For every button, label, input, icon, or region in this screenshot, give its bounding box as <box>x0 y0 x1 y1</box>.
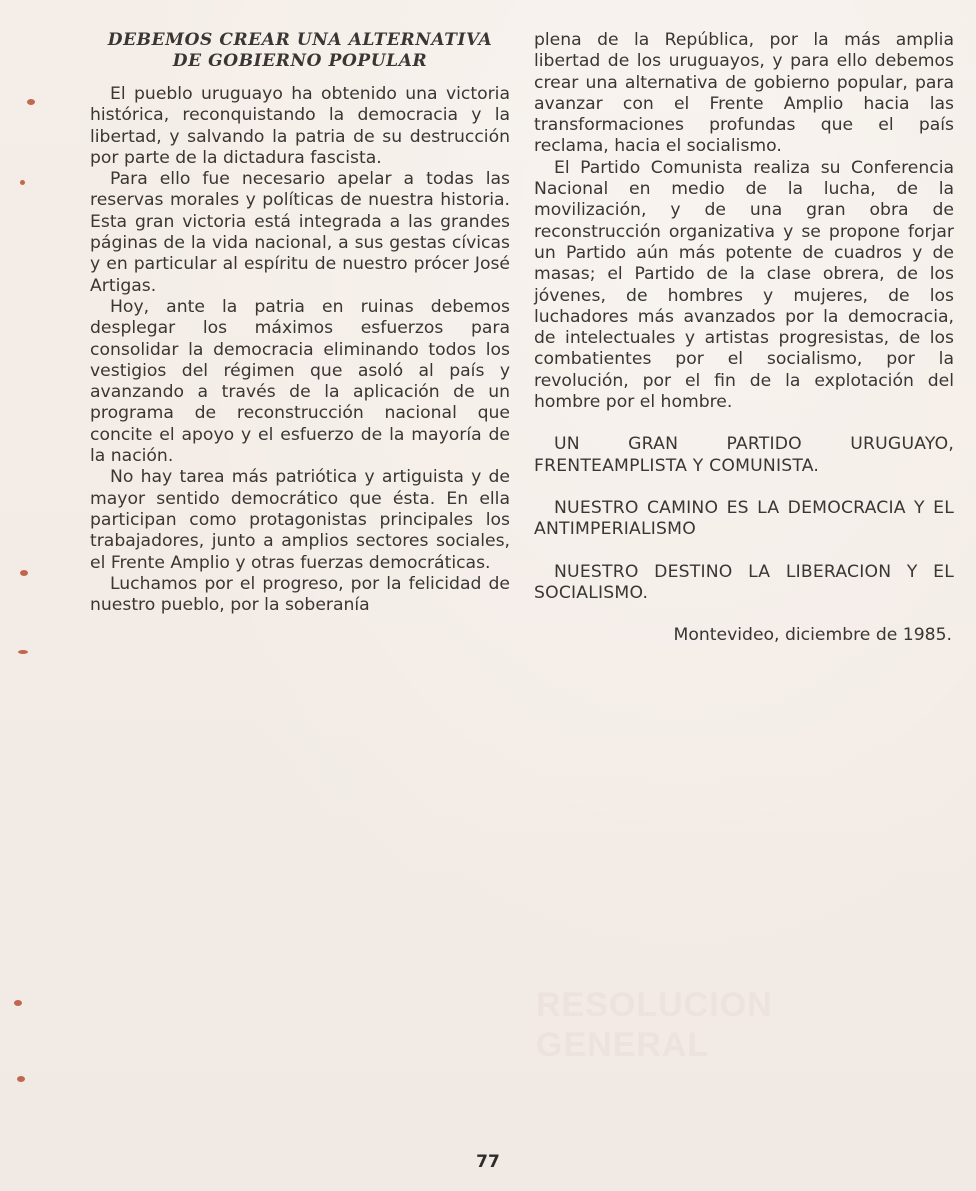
body-paragraph-continuation: plena de la República, por la más amplia libertad de los uruguayos, y para ello debemos crear una alternativa de gobierno popular, para avanzar con el Frente Amplio hacia las transformaciones profundas que el país reclama, hacia el socialismo. <box>534 30 954 157</box>
body-paragraph: No hay tarea más patriótica y artiguista y de mayor sentido democrático que ésta. En ella participan como protagonistas principales los trabajadores, junto a amplios sectores sociales, el Frente Amplio y otras fuerzas democráticas. <box>90 467 510 573</box>
slogan: NUESTRO CAMINO ES LA DEMOCRACIA Y EL ANTIMPERIALISMO <box>534 497 954 540</box>
bleed-through-title <box>536 985 773 1065</box>
slogan: NUESTRO DESTINO LA LIBERACION Y EL SOCIALISMO. <box>534 561 954 603</box>
binder-hole-mark <box>20 180 25 185</box>
heading-line: DEBEMOS CREAR UNA ALTERNATIVA <box>107 30 493 50</box>
signoff-place-date: Montevideo, diciembre de 1985. <box>673 625 952 646</box>
spacer <box>534 413 954 434</box>
body-paragraph: Para ello fue necesario apelar a todas las reservas morales y políticas de nuestra historia. Esta gran victoria está integrada a las grandes páginas de la vida nacional, a sus gestas cívicas y en particular al espíritu de nuestro prócer José Artigas. <box>90 169 510 296</box>
binder-hole-mark <box>14 1000 22 1006</box>
slogan: UN GRAN PARTIDO URUGUAYO, FRENTEAMPLISTA Y COMUNISTA. <box>534 434 954 476</box>
body-paragraph: Luchamos por el progreso, por la felicidad de nuestro pueblo, por la soberanía <box>90 573 510 616</box>
body-paragraph: Hoy, ante la patria en ruinas debemos desplegar los máximos esfuerzos para consolidar la democracia eliminando todos los vestigios del régimen que asoló al país y avanzando a través de la aplicación de un programa de reconstrucción nacional que concite el apoyo y el esfuerzo de la mayoría de la nación. <box>90 296 510 467</box>
binder-hole-mark <box>27 99 35 105</box>
body-paragraph: El Partido Comunista realiza su Conferencia Nacional en medio de la lucha, de la movilización, y de una gran obra de reconstrucción organizativa y se propone forjar un Partido aún más potente de cuadros y de masas; el Partido de la clase obrera, de los jóvenes, de hombres y mujeres, de los luchadores más avanzados por la democracia, de intelectuales y artistas progresistas, de los combatientes por el socialismo, por la revolución, por el fin de la explotación del hombre por el hombre. <box>534 157 954 413</box>
right-column <box>534 30 954 646</box>
article-heading <box>90 30 510 72</box>
binder-hole-mark <box>18 650 28 654</box>
binder-hole-mark <box>17 1076 25 1082</box>
page-number: 77 <box>476 1152 500 1172</box>
body-paragraph: El pueblo uruguayo ha obtenido una victoria histórica, reconquistando la democracia y la libertad, y salvando la patria de su destrucción por parte de la dictadura fascista. <box>90 84 510 168</box>
left-column <box>90 30 510 616</box>
binder-hole-mark <box>20 570 28 576</box>
bleed-through-line: GENERAL <box>536 1026 710 1064</box>
bleed-through-line: RESOLUCION <box>536 986 773 1024</box>
heading-line: DE GOBIERNO POPULAR <box>172 51 428 71</box>
